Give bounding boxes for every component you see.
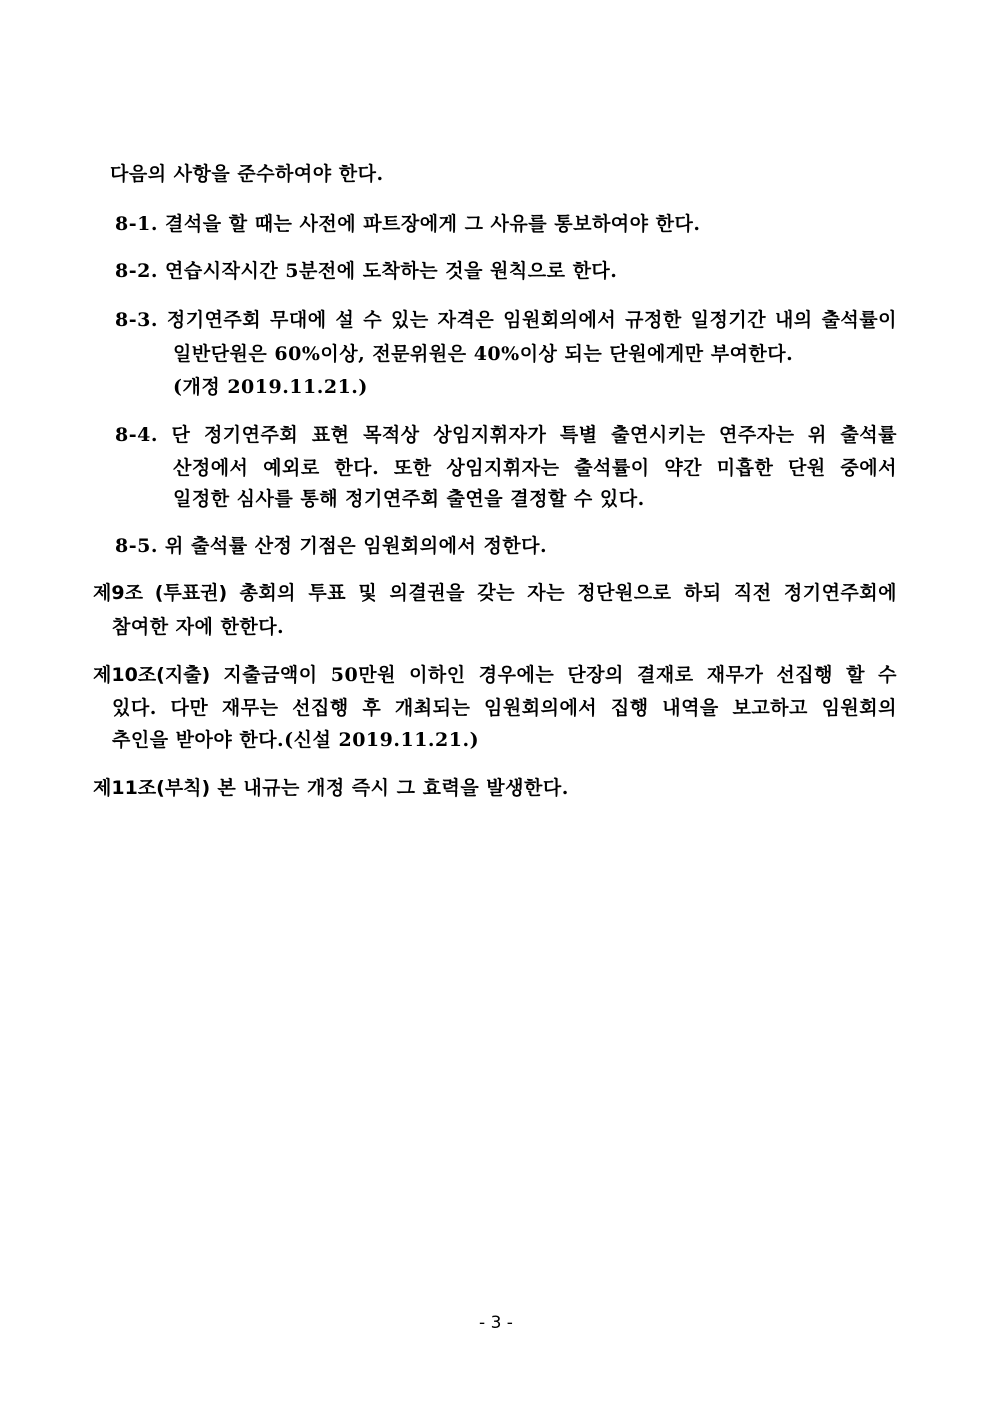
article-10-line-3: 추인을 받아야 한다.(신설 2019.11.21.) — [112, 729, 480, 751]
item-8-5: 8-5. 위 출석률 산정 기점은 임원회의에서 정한다. — [115, 535, 548, 557]
page-number: - 3 - — [479, 1313, 513, 1333]
article-11-text-1: 본 내규는 개정 즉시 그 효력을 발생한다. — [210, 777, 569, 799]
item-8-4-line-3: 일정한 심사를 통해 정기연주회 출연을 결정할 수 있다. — [173, 488, 645, 510]
item-8-2: 8-2. 연습시작시간 5분전에 도착하는 것을 원칙으로 한다. — [115, 260, 618, 282]
article-9-line-2: 참여한 자에 한한다. — [112, 616, 285, 638]
item-8-4-line-2: 산정에서 예외로 한다. 또한 상임지휘자는 출석률이 약간 미흡한 단원 중에서 — [173, 457, 897, 479]
article-10-text-1: 지출금액이 50만원 이하인 경우에는 단장의 결재로 재무가 선집행 할 수 — [210, 664, 897, 686]
item-8-1: 8-1. 결석을 할 때는 사전에 파트장에게 그 사유를 통보하여야 한다. — [115, 213, 701, 235]
article-9-text-1: 총회의 투표 및 의결권을 갖는 자는 정단원으로 하되 직전 정기연주회에 — [227, 582, 897, 604]
article-10-heading: 제10조(지출) — [93, 664, 211, 686]
item-8-3-line-3: (개정 2019.11.21.) — [173, 376, 368, 398]
article-10-line-2: 있다. 다만 재무는 선집행 후 개최되는 임원회의에서 집행 내역을 보고하고 임원회의 — [112, 697, 897, 719]
article-11-line-1 — [93, 776, 569, 800]
article-10-line-1 — [93, 663, 897, 687]
article-9-heading: 제9조 (투표권) — [93, 582, 228, 604]
intro-text: 다음의 사항을 준수하여야 한다. — [110, 163, 384, 185]
item-8-3-line-1: 8-3. 정기연주회 무대에 설 수 있는 자격은 임원회의에서 규정한 일정기간 내의 출석률이 — [115, 309, 897, 331]
item-8-4-line-1: 8-4. 단 정기연주회 표현 목적상 상임지휘자가 특별 출연시키는 연주자는 위 출석률 — [115, 424, 897, 446]
item-8-3-line-2: 일반단원은 60%이상, 전문위원은 40%이상 되는 단원에게만 부여한다. — [173, 343, 794, 365]
article-9-line-1 — [93, 581, 897, 605]
article-11-heading: 제11조(부칙) — [93, 777, 211, 799]
